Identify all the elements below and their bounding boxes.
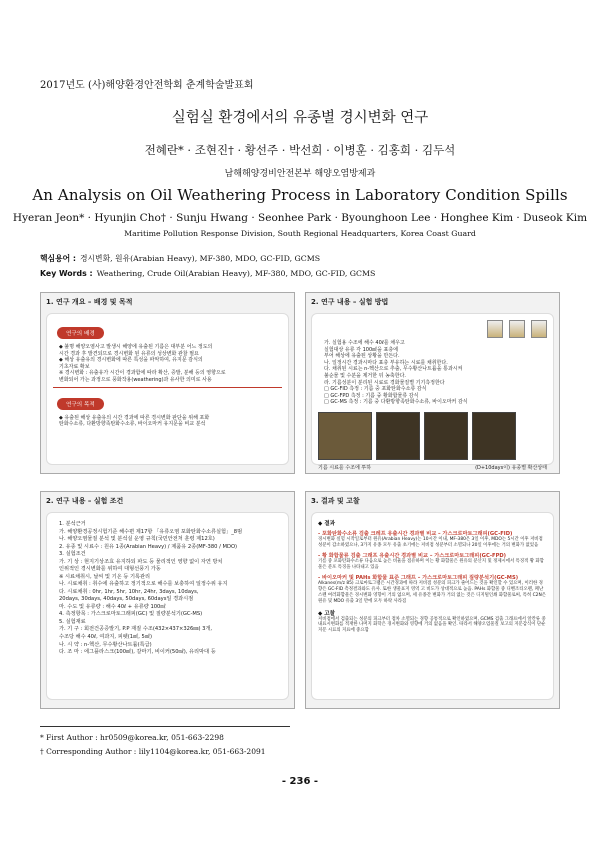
panel-heading: 2. 연구 내용 – 실험 방법 (311, 298, 389, 306)
text-line: 시간 경과 후 발견되므로 경시변화 된 유류의 성상변화 관찰 필요 (59, 350, 199, 357)
text-line: 나. 시 약 : n-헥산, 무수황산나트륨(특급) (59, 641, 152, 648)
footnote-corresponding-author: † Corresponding Author : lily1104@korea.kr, 051-663-2091 (40, 747, 266, 756)
result-section-heading: - 황 화합물류 검출 그래프 유출시간 경과별 비교 – 가스크로마토그래피(GC-FPD) (318, 552, 507, 559)
panel-heading: 3. 결과 및 고찰 (311, 497, 360, 505)
purpose-text (59, 415, 282, 428)
text-line: ◆ 해상 유출유의 경시변화에 따른 특성을 파악하여, 유지문 감식의 (59, 357, 203, 364)
discussion-label: ◆ 고찰 (318, 610, 336, 617)
footnote-divider (40, 726, 290, 727)
text-line: 나. 해양오염물질 분석 및 분석실 운영 규칙(국민안전처 훈령 제12호) (59, 536, 215, 543)
english-keywords-text: Weathering, Crude Oil(Arabian Heavy), MF-380, MDO, GC-FID, GCMS (96, 269, 376, 278)
text-line: 라. 기름성분이 분리된 시료로 경화물질별 기기측정한다 (324, 379, 445, 386)
text-line: □ GC-FPD 측정 : 기름 중 황화합물류 감식 (324, 392, 419, 399)
result-section-text: Alkanes(m/z 85) 크로마토그램은 시간경과에 따라 저비점 성분의 피크가 줄어드는 것을 확인할 수 있으며, 이러한 경향은 GC-FID 측정결과와도 유사. 또한 생물표지 영역 고 비도가 상대적으로 높음. PAHs 화합물 중 디벤조티오펜, 페난스렌 여러화합물은 경시변화 영향이 거의 없으며, 세 유종간 변화가 거의 없는 것은 디지털인쇄 화합물로써, 특히 C2N은 원유 및 MDO 유출 3일 만에 모두 하락 사라짐 (318, 580, 546, 604)
tank-photo (472, 412, 516, 460)
discussion-text: 저비점에서 검출되는 성분의 피크부터 점차 소멸되는 경향 공통적으로 확인하였으며, GCMS 검출 그래프에서 알칸류 중 내표시변화를 적재한 나머지 화학은 경시변화와 영향에 거의 없음을 확인. 따라서 해양오염물질 보고의 지문감식이 단순지문 시료의 지표에 중요함 (318, 616, 546, 634)
english-keywords-label: Key Words : (40, 269, 93, 278)
poster-panel-background-purpose (40, 292, 295, 474)
poster-panel-conditions (40, 491, 295, 709)
korean-affiliation: 남해해양경비안전본부 해양오염방제과 (224, 169, 376, 179)
footnote-first-author: * First Author : hr0509@korea.kr, 051-663-2298 (40, 733, 224, 742)
text-line: ※ 경시변화 : 유출유가 시간이 경과함에 따라 확산, 증발, 분해 등의 영향으로 (59, 370, 226, 377)
conference-header: 2017년도 (사)해양환경안전학회 춘계학술발표회 (40, 80, 254, 91)
purpose-pill: 연구의 목적 (57, 398, 104, 410)
text-line: 3. 실험조건 (59, 551, 86, 558)
text-line: ◆ 유출된 해상 유출유의 시간 경과에 따른 경시변화 판단을 위해 포화 (59, 414, 210, 421)
tank-photo (318, 412, 372, 460)
page-number: - 236 - (281, 776, 319, 787)
text-line: 나. 일정시간 경과시마다 표층 부유하는 시료를 채취한다. (324, 359, 448, 366)
results-label: ◆ 결과 (318, 521, 336, 527)
english-title: An Analysis on Oil Weathering Process in Laboratory Condition Spills (32, 186, 568, 204)
korean-keywords (40, 253, 320, 264)
panel-heading: 1. 연구 개요 – 배경 및 목적 (46, 298, 133, 306)
text-line: 마. 수도 및 유류량 : 해수 40ℓ + 유류량 100㎖ (59, 603, 166, 610)
panel-heading: 2. 연구 내용 – 실험 조건 (46, 497, 124, 505)
result-section-heading: - 바이오마커 및 PAHs 화합물 표준 그래프 – 가스크로마토그래피 질량분석기(GC-MS) (318, 574, 519, 581)
text-line: 다. 조 마 : 에그플라스크(100㎖), 갈마기, 비이커(50㎖), 유리막대 등 (59, 649, 216, 656)
text-line: □ GC-MS 측정 : 기름 중 다환방향족탄화수소류, 바이오마커 감식 (324, 399, 468, 406)
text-line: 인위적인 경시변화를 위하여 대형선풍기 가동 (59, 566, 161, 573)
result-section-heading: - 포화탄화수소류 검출 크레프 유출시간 경과별 비교 – 가스크로마토그래피(GC-FID) (318, 531, 513, 537)
tank-photo (376, 412, 420, 460)
text-line: 다. 채취된 시료는 n-헥산으로 추출, 무수황산나트륨을 통과시켜 (324, 366, 463, 373)
text-line: 불순물 및 수분을 제거한 뒤 농축한다. (324, 372, 406, 379)
poster-panel-results (305, 491, 560, 709)
background-pill: 연구의 배경 (57, 327, 104, 339)
text-line: □ GC-FID 측정 : 기름 중 포화탄화수소류 감식 (324, 386, 427, 393)
korean-keywords-label: 핵심용어 : (40, 254, 76, 263)
korean-title: 실험실 환경에서의 유종별 경시변화 연구 (171, 110, 429, 126)
text-line: 가. 기 상 : 현지기상조효 유지하되 파도 등 물리적인 영향 없이 자연 방치 (59, 558, 223, 565)
text-line: 5. 실험재료 (59, 618, 86, 625)
text-line: 4. 측정항목 : 가스크로마토그래피(GC) 및 질량분석기(GC-MS) (59, 611, 203, 618)
poster-panel-methods (305, 292, 560, 474)
tank-photo (424, 412, 468, 460)
text-line: 탄화수소류, 다환방향족탄화수소류, 바이오마커 유지문을 비교 분석 (59, 421, 206, 428)
sample-vials-image (318, 320, 547, 338)
korean-authors: 전혜란* · 조현진† · 황선주 · 박선희 · 이병훈 · 김홍희 · 김두석 (144, 143, 456, 157)
result-section-text: 기름 중 포화탄화수소류 다음으로 높은 비율을 점유하며 이는 황 화합물은 원유의 분산지 및 정제시에서 특징적 황 화합물은 분포 특징을 나타내고 있음 (318, 558, 544, 570)
text-line: ※ 시료채취시, 날씨 및 기온 등 기록관리 (59, 573, 151, 580)
english-keywords (40, 269, 375, 278)
english-affiliation: Maritime Pollution Response Division, South Regional Headquarters, Korea Coast Guard (124, 229, 476, 238)
english-authors: Hyeran Jeon* · Hyunjin Cho† · Sunju Hwang · Seonhee Park · Byounghoon Lee · Honghee Kim · Duseok Kim (12, 212, 588, 224)
background-text (59, 344, 282, 384)
text-line: 변화되어 가는 과정으로 풍화작용(weathering)과 유사한 의미로 사용 (59, 376, 212, 383)
text-line: 기초자료 확보 (59, 363, 90, 370)
photo-caption: 기름 시료를 수조에 투하 (318, 464, 372, 471)
text-line: 다. 시료채취 : 0hr, 1hr, 5hr, 10hr, 24hr, 3days, 10days, (59, 588, 199, 595)
text-line: 1. 분석근거 (59, 521, 86, 527)
results-sections (318, 530, 547, 605)
text-line: 가. 기 구 : 회전건공증발기, P.P 재질 수조(432×437×326㎜) 3개, (59, 626, 213, 633)
divider (53, 387, 282, 388)
text-line: 20days, 30days, 40days, 50days, 60days일 경과시점 (59, 596, 194, 603)
text-line: 가. 실험용 수조에 해수 40ℓ를 채우고 (324, 340, 405, 346)
methods-text (324, 340, 547, 406)
result-section-text: 경시변화 실험 시작일로부터 원유(Arabian Heavy)는 10시간 이내, MF-380은 3일 이후, MDO는 5시간 이후 저비점 성분이 감소하였으나, 3가지 유종 모두 유출 초기에는 저비점 성분부터 소멸되나 20일 이후에는 거의 변화가 없었음 (318, 537, 543, 548)
text-line: 나. 시료채취 : 취수에 유출하고 정기적으로 해수를 보충하여 일정수위 유지 (59, 581, 228, 588)
text-line: ◆ 불명 해양오염사고 발생시 해양에 유출된 기름은 대부분 어느 정도의 (59, 344, 213, 350)
korean-keywords-text: 경시변화, 원유(Arabian Heavy), MF-380, MDO, GC-FID, GCMS (79, 254, 321, 263)
conditions-text (59, 521, 282, 657)
text-line: 부어 해상에 유출된 상황을 만든다. (324, 353, 400, 360)
text-line: 수조당 해수 40ℓ, 여과지, 피펫(1㎖, 5㎖) (59, 633, 153, 640)
text-line: 실험대상 유류 각 100㎖을 표층에 (324, 346, 399, 353)
photo-caption: (D+10days이) 유종별 확산상태 (475, 464, 547, 471)
text-line: 2. 유종 및 시료수 : 원유 1종(Arabian Heavy) / 제품유 2종(MF-380 / MDO) (59, 543, 238, 550)
text-line: 가. 해양환경공정시험기준 해수편 제17항 「유류오염 포화탄화수소류실험」_8범 (59, 528, 243, 535)
